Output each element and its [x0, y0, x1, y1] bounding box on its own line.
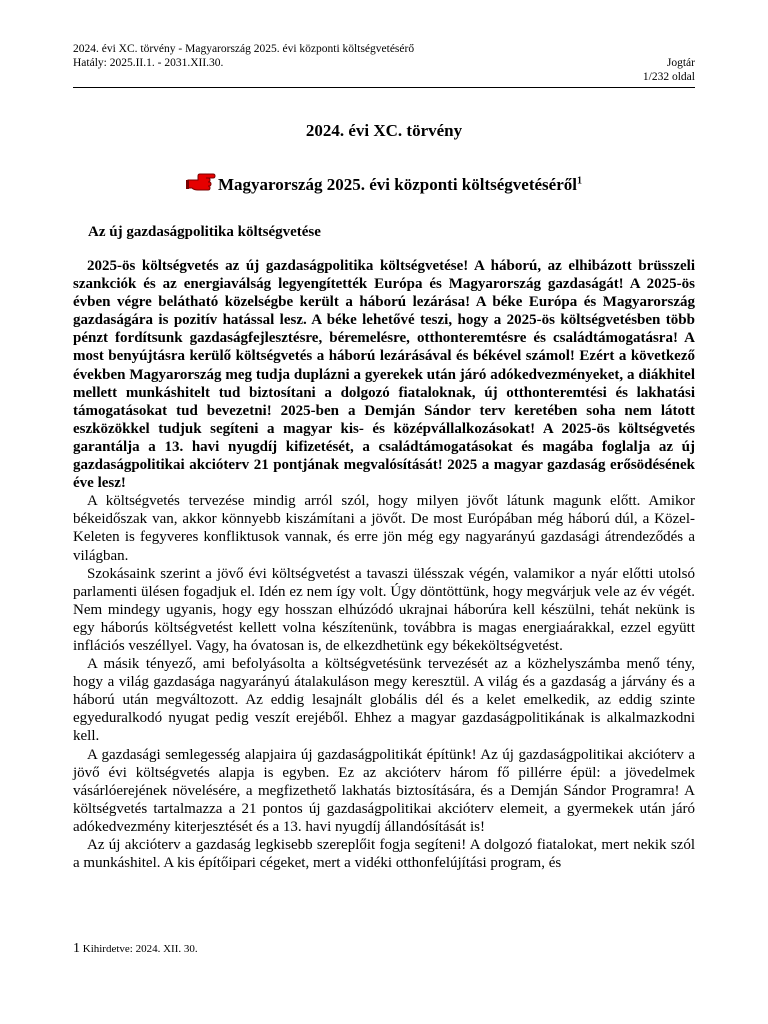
footnote — [73, 941, 198, 957]
document-title-text: Magyarország 2025. évi központi költségvetéséről — [218, 175, 577, 194]
header-page-number: 1/232 oldal — [642, 71, 695, 83]
preamble-paragraph: 2025-ös költségvetés az új gazdaságpolitika költségvetése! A háború, az elhibázott brüsszeli szankciók és az energiaválság legyengítették Európa és Magyarország gazdaságát! A 2025-ös évben végre belátható közelségbe került a háború lezárása! A béke Európa és Magyarország gazdaságára is pozitív hatással lesz. A béke lehetővé teszi, hogy a 2025-ös költségvetésben több pénzt fordítsunk gazdaságfejlesztésre, béremelésre, otthonteremtésre és családtámogatásra! A most benyújtásra kerülő költségvetés a háború lezárásával és békével számol! Ezért a következő években Magyarország meg tudja duplázni a gyerekek után járó adókedvezményeket, a diákhitel mellett munkáshitelt tud biztosítani a dolgozó fiataloknak, új otthonteremtési és lakhatási támogatásokat tud bevezetni! 2025-ben a Demján Sándor terv keretében soha nem látott eszközökkel tudjuk segíteni a magyar kis- és középvállalkozásokat! A 2025-ös költségvetés garantálja a 13. havi nyugdíj kifizetését, a családtámogatásokat és magába foglalja az új gazdaságpolitikai akcióterv 21 pontjának megvalósítását! 2025 a magyar gazdaság erősödésének éve lesz! — [73, 258, 695, 492]
footnote-number: 1 — [73, 941, 80, 956]
document-title — [73, 172, 695, 195]
body-paragraph: Szokásaink szerint a jövő évi költségvetést a tavaszi ülésszak végén, valamikor a nyár előtti utolsó parlamenti ülésen fogadjuk el. Idén ez nem így volt. Úgy döntöttünk, hogy megvárjuk vele az év végét. Nem mindegy ugyanis, hogy egy hosszan elhúzódó ukrajnai háborúra kell készülni, tehát nekünk is egy háborús költségvetést kellett volna készítenünk, továbbra is magas energiaárakkal, ezzel együtt inflációs veszéllyel. Vagy, ha óvatosan is, de elkezdhetünk egy békeköltségvetést. — [73, 565, 695, 654]
pointing-hand-icon[interactable] — [186, 172, 216, 194]
header-right — [643, 56, 695, 84]
document-header — [73, 42, 695, 86]
header-validity: Hatály: 2025.II.1. - 2031.XII.30. — [73, 57, 224, 69]
section-heading: Az új gazdaságpolitika költségvetése — [88, 224, 321, 240]
body-text — [73, 257, 695, 872]
body-paragraph: Az új akcióterv a gazdaság legkisebb szereplőit fogja segíteni! A dolgozó fiatalokat, mert nekik szól a munkáshitel. A kis építőipari cégeket, mert a vidéki otthonfelújítási program, és — [73, 837, 695, 872]
body-paragraph: A másik tényező, ami befolyásolta a költségvetésünk tervezését az a közhelyszámba menő tény, hogy a világ gazdasága nagyarányú átalakuláson megy keresztül. A világ és a gazdaság a járvány és a háború után megváltozott. Az eddig lesajnált globális dél és a kelet emelkedik, az eddig szinte egyeduralkodó nyugat pedig veszít erejéből. Ehhez a magyar gazdaságpolitikának is alkalmazkodni kell. — [73, 656, 695, 745]
body-paragraph: A költségvetés tervezése mindig arról szól, hogy milyen jövőt látunk magunk előtt. Amikor békeidőszak van, akkor könnyebb kiszámítani a jövőt. De most Európában még háború dúl, a Közel-Keleten is fegyveres konfliktusok vannak, és erre jön még egy nagyarányú gazdasági átrendeződés a világban. — [73, 493, 695, 564]
header-publisher: Jogtár — [666, 57, 695, 69]
body-paragraph: A gazdasági semlegesség alapjaira új gazdaságpolitikát építünk! Az új gazdaságpolitikai akcióterv a jövő évi költségvetés alapja is egyben. Ez az akcióterv három fő pillérre épül: a jövedelmek vásárlóerejének növelésére, a megfizethető lakhatás biztosítására, és a Demján Sándor Programra! A költségvetés tartalmazza a 21 pontos új gazdaságpolitikai akcióterv elemeit, a gyermekek után járó adókedvezmény kiterjesztését és a 13. havi nyugdíj állandósítását is! — [73, 746, 695, 835]
header-left — [73, 42, 414, 70]
footnote-reference[interactable]: 1 — [576, 175, 582, 187]
page-header-area — [73, 42, 695, 86]
law-title: 2024. évi XC. törvény — [305, 121, 463, 140]
header-divider — [73, 87, 695, 88]
header-law-reference: 2024. évi XC. törvény - Magyarország 2025. évi központi költségvetésérő — [73, 43, 415, 55]
footnote-text: Kihirdetve: 2024. XII. 30. — [82, 943, 198, 955]
